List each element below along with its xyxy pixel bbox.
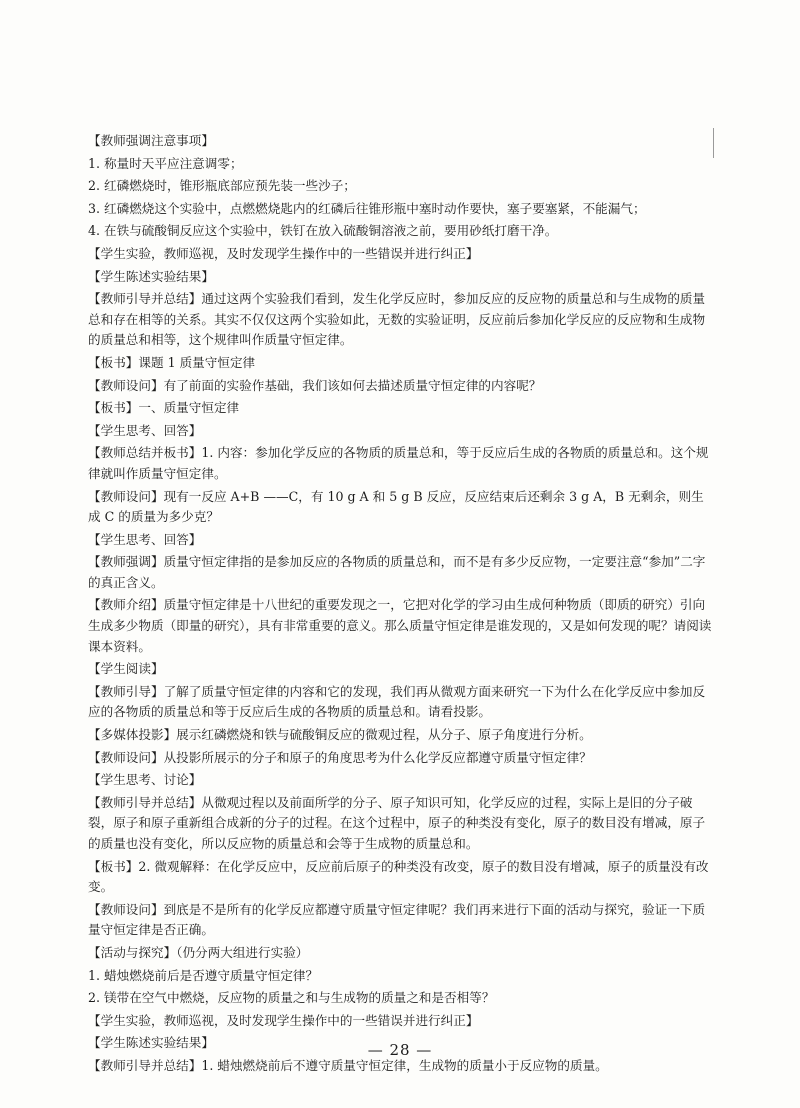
paragraph: 【教师引导并总结】1. 蜡烛燃烧前后不遵守质量守恒定律，生成物的质量小于反应物的质量。 [88, 1057, 608, 1073]
paragraph: 【学生阅读】 [88, 661, 164, 677]
paragraph: 3. 红磷燃烧这个实验中，点燃燃烧匙内的红磷后往锥形瓶中塞时动作要快，塞子要塞紧，不能漏气； [88, 200, 646, 216]
paragraph: 【教师强调注意事项】 [88, 133, 214, 148]
paragraph: 【教师强调】质量守恒定律指的是参加反应的各物质的质量总和，而不是有多少反应物，一定要注意“参加”二字的真正含义。 [88, 554, 706, 590]
paragraph: 【学生思考、回答】 [88, 422, 202, 438]
paragraph: 【教师设问】有了前面的实验作基础，我们该如何去描述质量守恒定律的内容呢？ [88, 377, 542, 393]
page-number: — 28 — [367, 1041, 433, 1059]
paragraph: 【板书】一、质量守恒定律 [88, 400, 240, 416]
paragraph: 【活动与探究】（仍分两大组进行实验） [88, 944, 309, 960]
paragraph: 【教师介绍】质量守恒定律是十八世纪的重要发现之一，它把对化学的学习由生成何种物质（即质的研究）引向生成多少物质（即量的研究），具有非常重要的意义。那么质量守恒定律是谁发现的，又是如何发现的呢？请阅读课本资料。 [88, 597, 712, 654]
paragraph: 【教师引导并总结】通过这两个实验我们看到，发生化学反应时，参加反应的反应物的质量总和与生成物的质量总和存在相等的关系。其实不仅仅这两个实验如此，无数的实验证明，反应前后参加化学反应的反应物和生成物的质量总和相等，这个规律叫作质量守恒定律。 [88, 291, 706, 348]
paragraph: 【教师引导并总结】从微观过程以及前面所学的分子、原子知识可知，化学反应的过程，实际上是旧的分子破裂，原子和原子重新组合成新的分子的过程。在这个过程中，原子的种类没有变化，原子的数目没有增减，原子的质量也没有变化，所以反应物的质量总和会等于生成物的质量总和。 [88, 794, 706, 851]
paragraph: 【板书】2. 微观解释：在化学反应中，反应前后原子的种类没有改变，原子的数目没有增减，原子的质量没有改变。 [88, 858, 709, 895]
paragraph: 【教师设问】现有一反应 A+B ——C，有 10 g A 和 5 g B 反应，反应结束后还剩余 3 g A，B 无剩余，则生成 C 的质量为多少克？ [88, 488, 704, 525]
paragraph: 【教师总结并板书】1. 内容：参加化学反应的各物质的质量总和，等于反应后生成的各物质的质量总和。这个规律就叫作质量守恒定律。 [88, 445, 709, 481]
paragraph: 1. 称量时天平应注意调零； [88, 155, 243, 171]
paragraph: 【教师设问】从投影所展示的分子和原子的角度思考为什么化学反应都遵守质量守恒定律？ [88, 749, 592, 765]
paragraph: 【学生思考、讨论】 [88, 772, 202, 788]
paragraph: 1. 蜡烛燃烧前后是否遵守质量守恒定律？ [88, 967, 319, 983]
paragraph: 【学生思考、回答】 [88, 531, 202, 547]
paragraph: 4. 在铁与硫酸铜反应这个实验中，铁钉在放入硫酸铜溶液之前，要用砂纸打磨干净。 [88, 223, 558, 239]
document-body [88, 131, 715, 1079]
paragraph: 【学生实验，教师巡视，及时发现学生操作中的一些错误并进行纠正】 [88, 1012, 479, 1028]
paragraph: 【学生陈述实验结果】 [88, 268, 214, 284]
paragraph: 2. 镁带在空气中燃烧，反应物的质量之和与生成物的质量之和是否相等？ [88, 990, 495, 1006]
paragraph: 【学生实验，教师巡视，及时发现学生操作中的一些错误并进行纠正】 [88, 245, 479, 261]
paragraph: 【学生陈述实验结果】 [88, 1035, 214, 1051]
paragraph: 【教师设问】到底是不是所有的化学反应都遵守质量守恒定律呢？我们再来进行下面的活动与探究，验证一下质量守恒定律是否正确。 [88, 901, 706, 938]
paragraph: 2. 红磷燃烧时，锥形瓶底部应预先装一些沙子； [88, 178, 356, 194]
paragraph: 【板书】课题 1 质量守恒定律 [88, 354, 256, 370]
paragraph: 【教师引导】了解了质量守恒定律的内容和它的发现，我们再从微观方面来研究一下为什么在化学反应中参加反应的各物质的质量总和等于反应后生成的各物质的质量总和。请看投影。 [88, 683, 706, 720]
paragraph: 【多媒体投影】展示红磷燃烧和铁与硫酸铜反应的微观过程，从分子、原子角度进行分析。 [88, 727, 592, 743]
